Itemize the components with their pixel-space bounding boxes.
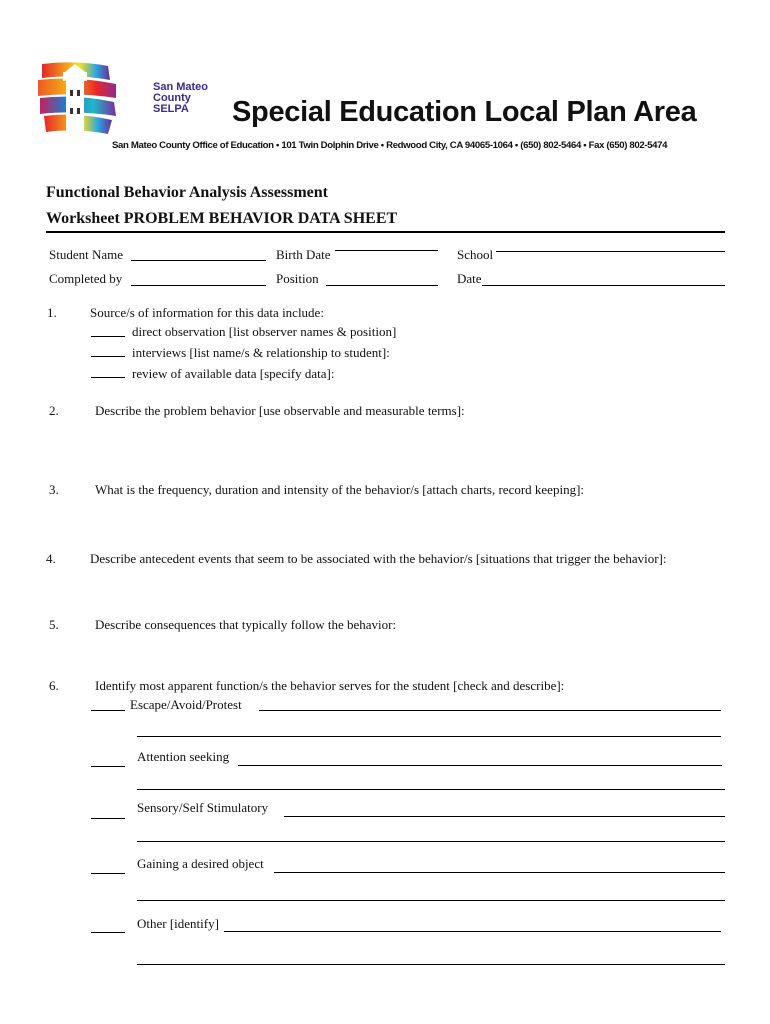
logo-text-line-3: SELPA bbox=[153, 103, 189, 115]
source-check-3[interactable] bbox=[91, 377, 125, 378]
completed-by-field[interactable] bbox=[131, 285, 266, 286]
function-line-sensory-2[interactable] bbox=[137, 841, 725, 842]
question-1-number: 1. bbox=[47, 305, 57, 320]
function-label-sensory: Sensory/Self Stimulatory bbox=[137, 800, 269, 815]
date-label: Date bbox=[457, 271, 482, 286]
function-line-attention-2[interactable] bbox=[137, 789, 725, 790]
question-3-number: 3. bbox=[49, 482, 59, 497]
function-line-object-1[interactable] bbox=[274, 872, 725, 873]
form-title bbox=[46, 180, 397, 232]
function-label-object: Gaining a desired object bbox=[137, 856, 264, 871]
function-line-other-2[interactable] bbox=[137, 964, 725, 965]
function-check-escape[interactable] bbox=[91, 710, 125, 711]
question-4-number: 4. bbox=[46, 551, 56, 566]
source-label-2: interviews [list name/s & relationship to student]: bbox=[132, 345, 390, 360]
address-line: San Mateo County Office of Education • 101 Twin Dolphin Drive • Redwood City, CA 94065-1064 • (650) 802-5464 • Fax (650) 802-5474 bbox=[112, 140, 668, 151]
function-line-sensory-1[interactable] bbox=[284, 816, 725, 817]
function-check-other[interactable] bbox=[91, 932, 125, 933]
question-2-text: Describe the problem behavior [use observable and measurable terms]: bbox=[95, 403, 465, 418]
source-label-1: direct observation [list observer names & position] bbox=[132, 324, 397, 339]
date-field[interactable] bbox=[482, 285, 725, 286]
function-label-other: Other [identify] bbox=[137, 916, 219, 931]
logo-text-line-2: County bbox=[153, 92, 191, 104]
source-check-1[interactable] bbox=[91, 336, 125, 337]
question-4-text: Describe antecedent events that seem to be associated with the behavior/s [situations that trigger the behavior]: bbox=[90, 551, 667, 566]
question-1-text: Source/s of information for this data include: bbox=[90, 305, 324, 320]
student-name-label: Student Name bbox=[49, 247, 124, 262]
question-2-number: 2. bbox=[49, 403, 59, 418]
function-line-other-1[interactable] bbox=[224, 931, 721, 932]
logo-text-line-1: San Mateo bbox=[153, 81, 209, 93]
function-line-attention-1[interactable] bbox=[238, 765, 722, 766]
logo-text bbox=[153, 82, 208, 115]
school-label: School bbox=[457, 247, 494, 262]
birth-date-label: Birth Date bbox=[276, 247, 331, 262]
question-3-text: What is the frequency, duration and intensity of the behavior/s [attach charts, record keeping]: bbox=[95, 482, 585, 497]
source-check-2[interactable] bbox=[91, 356, 125, 357]
question-5-number: 5. bbox=[49, 617, 59, 632]
form-title-line-2: Worksheet PROBLEM BEHAVIOR DATA SHEET bbox=[46, 210, 398, 227]
school-field[interactable] bbox=[496, 251, 725, 252]
question-6-number: 6. bbox=[49, 678, 59, 693]
page-title: Special Education Local Plan Area bbox=[232, 96, 697, 128]
position-field[interactable] bbox=[326, 285, 438, 286]
function-line-escape-1[interactable] bbox=[259, 710, 721, 711]
form-title-line-1: Functional Behavior Analysis Assessment bbox=[46, 184, 328, 201]
function-label-escape: Escape/Avoid/Protest bbox=[130, 697, 242, 712]
title-rule bbox=[46, 231, 725, 233]
question-5-text: Describe consequences that typically follow the behavior: bbox=[95, 617, 397, 632]
function-label-attention: Attention seeking bbox=[137, 749, 230, 764]
position-label: Position bbox=[276, 271, 319, 286]
source-label-3: review of available data [specify data]: bbox=[132, 366, 335, 381]
birth-date-field[interactable] bbox=[335, 250, 438, 251]
function-line-escape-2[interactable] bbox=[137, 736, 721, 737]
completed-by-label: Completed by bbox=[49, 271, 123, 286]
function-line-object-2[interactable] bbox=[137, 900, 725, 901]
question-6-text: Identify most apparent function/s the behavior serves for the student [check and describe]: bbox=[95, 678, 565, 693]
function-check-object[interactable] bbox=[91, 873, 125, 874]
function-check-attention[interactable] bbox=[91, 766, 125, 767]
selpa-logo bbox=[36, 58, 154, 140]
lighthouse-logo-icon bbox=[36, 58, 154, 140]
function-check-sensory[interactable] bbox=[91, 818, 125, 819]
student-name-field[interactable] bbox=[131, 260, 266, 261]
